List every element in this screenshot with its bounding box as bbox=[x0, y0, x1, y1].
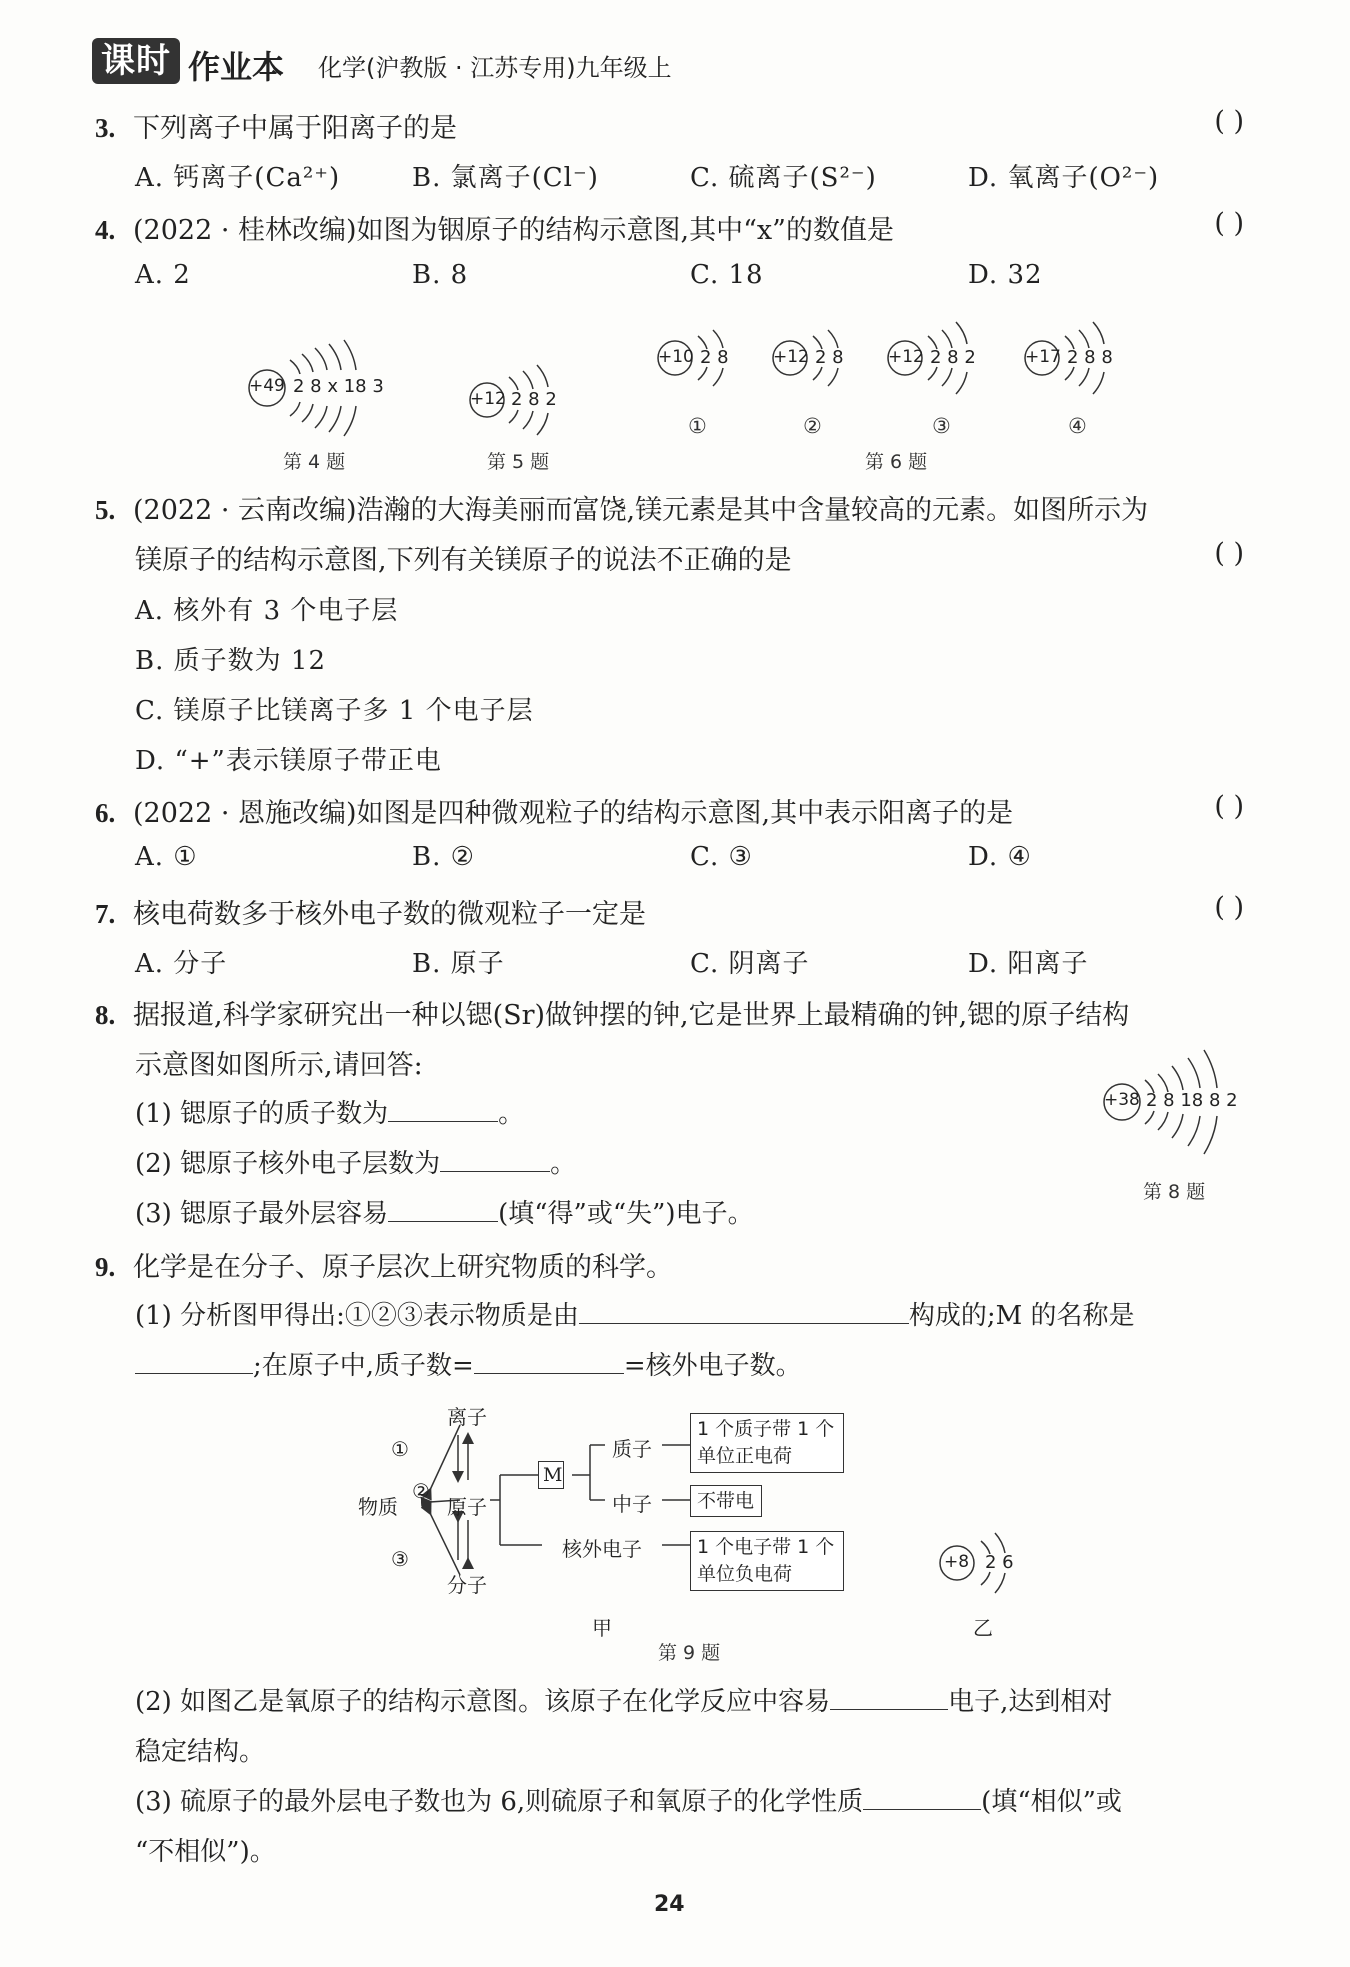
page-header bbox=[92, 38, 1262, 90]
atom-diagram-fig4 bbox=[245, 330, 415, 445]
label-proton: 质子 bbox=[612, 1437, 652, 1461]
option-a: A. 2 bbox=[135, 260, 191, 290]
answer-blank[interactable] bbox=[388, 1199, 498, 1222]
option-d: D. 阳离子 bbox=[968, 949, 1089, 979]
answer-paren: ( ) bbox=[1214, 208, 1244, 239]
shell-counts: 2 8 x 18 3 bbox=[293, 376, 384, 397]
question-stem: 核电荷数多于核外电子数的微观粒子一定是 bbox=[133, 899, 646, 930]
sub-text: (1) 锶原子的质子数为 bbox=[135, 1099, 389, 1129]
atom-diagram-fig8 bbox=[1100, 1042, 1250, 1172]
sub-question-3 bbox=[135, 1193, 754, 1230]
question-3 bbox=[95, 106, 457, 145]
answer-paren: ( ) bbox=[1214, 106, 1244, 137]
answer-paren: ( ) bbox=[1214, 791, 1244, 822]
logo-badge: 课时 bbox=[92, 38, 180, 84]
option-a: A. ① bbox=[135, 842, 198, 872]
answer-blank[interactable] bbox=[474, 1351, 624, 1374]
answer-paren: ( ) bbox=[1214, 892, 1244, 923]
question-7 bbox=[95, 892, 646, 931]
page-number: 24 bbox=[654, 1892, 685, 1917]
nucleus-charge: +12 bbox=[888, 347, 924, 367]
option-c: C. 阴离子 bbox=[690, 949, 810, 979]
sub-text: (3) 硫原子的最外层电子数也为 6,则硫原子和氧原子的化学性质 bbox=[135, 1787, 864, 1817]
answer-blank[interactable] bbox=[579, 1301, 909, 1324]
answer-blank[interactable] bbox=[863, 1787, 981, 1810]
question-number: 7. bbox=[95, 899, 116, 929]
subject-title: 化学(沪教版 · 江苏专用)九年级上 bbox=[318, 54, 672, 82]
shell-counts: 2 8 18 8 2 bbox=[1146, 1090, 1238, 1111]
atom-diagram-fig5 bbox=[467, 355, 587, 445]
label-neutron: 中子 bbox=[612, 1492, 652, 1516]
question-number: 9. bbox=[95, 1252, 116, 1282]
sub-question-3-cont: “不相似”)。 bbox=[135, 1837, 276, 1867]
nucleus-charge: +12 bbox=[470, 389, 506, 409]
diagram-label-jia: 甲 bbox=[592, 1616, 612, 1640]
sub-question-3 bbox=[135, 1781, 1122, 1818]
label-m-box: M bbox=[538, 1461, 564, 1489]
option-a: A. 核外有 3 个电子层 bbox=[135, 596, 399, 626]
figure-caption: 第 5 题 bbox=[487, 451, 550, 473]
question-stem-cont: 镁原子的结构示意图,下列有关镁原子的说法不正确的是 bbox=[135, 545, 792, 576]
oxygen-atom-diagram bbox=[935, 1515, 1045, 1610]
figure-caption: 第 9 题 bbox=[658, 1642, 721, 1664]
label-path-3: ③ bbox=[391, 1547, 409, 1571]
sub-text: (2) 锶原子核外电子层数为 bbox=[135, 1149, 441, 1179]
sub-question-2-cont: 稳定结构。 bbox=[135, 1737, 266, 1767]
shell-counts: 2 8 bbox=[815, 347, 844, 368]
label-ion: 离子 bbox=[447, 1405, 487, 1429]
neutron-info-box: 不带电 bbox=[690, 1485, 762, 1517]
question-number: 6. bbox=[95, 798, 116, 828]
question-stem-cont: 示意图如图所示,请回答: bbox=[135, 1050, 423, 1081]
label-molecule: 分子 bbox=[447, 1573, 487, 1597]
shell-counts: 2 6 bbox=[985, 1552, 1014, 1573]
option-c: C. 硫离子(S²⁻) bbox=[690, 163, 877, 193]
electron-info-box: 1 个电子带 1 个单位负电荷 bbox=[690, 1531, 844, 1591]
option-c: C. 镁原子比镁离子多 1 个电子层 bbox=[135, 696, 534, 726]
question-4 bbox=[95, 208, 894, 247]
sub-text: ;在原子中,质子数= bbox=[253, 1351, 474, 1381]
option-a: A. 分子 bbox=[135, 949, 228, 979]
figure-caption: 第 8 题 bbox=[1143, 1181, 1206, 1203]
option-b: B. 质子数为 12 bbox=[135, 646, 326, 676]
matter-structure-diagram bbox=[350, 1395, 860, 1625]
shell-counts: 2 8 8 bbox=[1067, 347, 1113, 368]
sub-text: 构成的;M 的名称是 bbox=[908, 1301, 1135, 1331]
proton-info-box: 1 个质子带 1 个单位正电荷 bbox=[690, 1413, 844, 1473]
atom-diagram-fig6-2 bbox=[770, 318, 870, 403]
option-c: C. 18 bbox=[690, 260, 764, 290]
question-9 bbox=[95, 1245, 673, 1284]
diagram-label-yi: 乙 bbox=[973, 1616, 993, 1640]
answer-paren: ( ) bbox=[1214, 538, 1244, 569]
question-stem: 下列离子中属于阳离子的是 bbox=[133, 113, 457, 144]
sub-text: =核外电子数。 bbox=[623, 1351, 802, 1381]
sub-question-1-cont bbox=[135, 1345, 802, 1382]
figure-label: ② bbox=[803, 414, 822, 438]
sub-question-1 bbox=[135, 1295, 1135, 1332]
option-d: D. 氧离子(O²⁻) bbox=[968, 163, 1160, 193]
question-5 bbox=[95, 488, 1148, 527]
sub-text: 。 bbox=[498, 1099, 525, 1129]
sub-text: 。 bbox=[550, 1149, 577, 1179]
label-path-1: ① bbox=[391, 1437, 409, 1461]
option-b: B. ② bbox=[412, 842, 475, 872]
option-a: A. 钙离子(Ca²⁺) bbox=[135, 163, 341, 193]
answer-blank[interactable] bbox=[388, 1099, 498, 1122]
atom-diagram-fig6-1 bbox=[655, 318, 755, 403]
figure-label: ④ bbox=[1068, 414, 1087, 438]
option-d: D. 32 bbox=[968, 260, 1043, 290]
question-number: 3. bbox=[95, 113, 116, 143]
answer-blank[interactable] bbox=[830, 1687, 948, 1710]
option-d: D. ④ bbox=[968, 842, 1032, 872]
option-b: B. 氯离子(Cl⁻) bbox=[412, 163, 599, 193]
sub-question-2 bbox=[135, 1681, 1112, 1718]
question-stem: (2022 · 云南改编)浩瀚的大海美丽而富饶,镁元素是其中含量较高的元素。如图所示为 bbox=[133, 495, 1149, 526]
question-number: 8. bbox=[95, 1000, 116, 1030]
question-stem: 据报道,科学家研究出一种以锶(Sr)做钟摆的钟,它是世界上最精确的钟,锶的原子结构 bbox=[133, 1000, 1130, 1031]
sub-text: 电子,达到相对 bbox=[948, 1687, 1113, 1717]
sub-text: (3) 锶原子最外层容易 bbox=[135, 1199, 389, 1229]
nucleus-charge: +49 bbox=[249, 376, 285, 396]
figure-label: ① bbox=[688, 414, 707, 438]
atom-diagram-fig6-4 bbox=[1022, 310, 1137, 405]
shell-counts: 2 8 2 bbox=[511, 389, 557, 410]
label-electron: 核外电子 bbox=[562, 1537, 642, 1561]
question-6 bbox=[95, 791, 1013, 830]
question-stem: 化学是在分子、原子层次上研究物质的科学。 bbox=[133, 1252, 673, 1283]
question-stem: (2022 · 桂林改编)如图为铟原子的结构示意图,其中“x”的数值是 bbox=[133, 215, 894, 246]
logo-subtitle: 作业本 bbox=[188, 48, 285, 86]
question-8 bbox=[95, 993, 1129, 1032]
question-number: 4. bbox=[95, 215, 116, 245]
shell-counts: 2 8 2 bbox=[930, 347, 976, 368]
shell-counts: 2 8 bbox=[700, 347, 729, 368]
nucleus-charge: +12 bbox=[773, 347, 809, 367]
figure-label: ③ bbox=[932, 414, 951, 438]
sub-text: (2) 如图乙是氧原子的结构示意图。该原子在化学反应中容易 bbox=[135, 1687, 831, 1717]
figure-caption: 第 4 题 bbox=[283, 451, 346, 473]
sub-text: (填“得”或“失”)电子。 bbox=[498, 1199, 754, 1229]
atom-diagram-fig6-3 bbox=[885, 310, 1000, 405]
nucleus-charge: +10 bbox=[658, 347, 694, 367]
option-b: B. 8 bbox=[412, 260, 469, 290]
label-substance: 物质 bbox=[358, 1495, 398, 1519]
nucleus-charge: +17 bbox=[1025, 347, 1061, 367]
option-c: C. ③ bbox=[690, 842, 753, 872]
answer-blank[interactable] bbox=[135, 1351, 253, 1374]
label-atom: 原子 bbox=[447, 1495, 487, 1519]
option-b: B. 原子 bbox=[412, 949, 505, 979]
nucleus-charge: +8 bbox=[944, 1552, 970, 1572]
nucleus-charge: +38 bbox=[1104, 1090, 1140, 1110]
question-number: 5. bbox=[95, 495, 116, 525]
sub-text: (1) 分析图甲得出:①②③表示物质是由 bbox=[135, 1301, 579, 1331]
sub-question-1 bbox=[135, 1093, 524, 1130]
question-stem: (2022 · 恩施改编)如图是四种微观粒子的结构示意图,其中表示阳离子的是 bbox=[133, 798, 1014, 829]
sub-text: (填“相似”或 bbox=[981, 1787, 1122, 1817]
answer-blank[interactable] bbox=[440, 1149, 550, 1172]
label-path-2: ② bbox=[412, 1479, 430, 1503]
sub-question-2 bbox=[135, 1143, 576, 1180]
figure-caption: 第 6 题 bbox=[865, 451, 928, 473]
option-d: D. “+”表示镁原子带正电 bbox=[135, 746, 442, 776]
